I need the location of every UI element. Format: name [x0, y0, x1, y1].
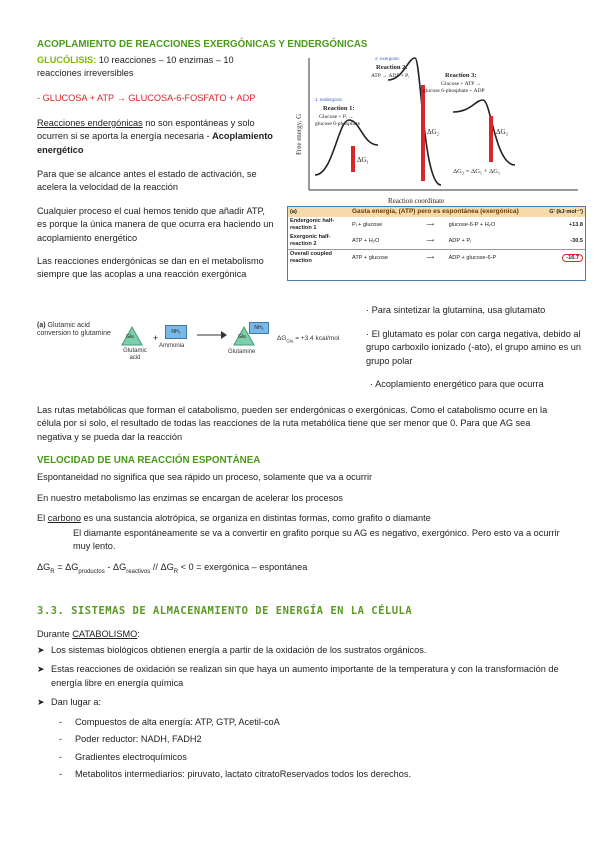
- formula-d: // ΔG: [150, 562, 174, 572]
- gibbs-table-grid: [288, 207, 585, 266]
- dash-bullet-icon: -: [59, 769, 63, 780]
- endergonic-bold: Acoplamiento energético: [37, 131, 273, 155]
- reaction1-curve: [315, 120, 378, 175]
- glucolisis-label: GLUCÓLISIS:: [37, 55, 97, 65]
- reaction3-title: Reaction 3:: [445, 72, 477, 79]
- reaction1-line1: Glucose + Pᵢ →: [319, 114, 354, 120]
- row-arrow: ⟶: [424, 250, 446, 266]
- row-value-circled: [542, 250, 585, 266]
- endergonic-term: Reacciones endergónicas: [37, 118, 143, 128]
- row-right: ADP + Pᵢ: [448, 237, 471, 244]
- sub-bullet-text: Metabolitos intermediarios: piruvato, lactato citratoReservados todos los derechos.: [75, 769, 412, 780]
- sub-bullet-text: Poder reductor: NADH, FADH2: [75, 734, 202, 745]
- paragraph-coupling: Las reacciones endergónicas se dan en el metabolismo siempre que las acoplas a una reacción exergónica: [37, 256, 264, 280]
- durante-line: [37, 628, 140, 641]
- list-item: [37, 716, 577, 729]
- bullet-text: Los sistemas biológicos obtienen energía a partir de la oxidación de los sustratos orgánicos.: [51, 645, 427, 655]
- durante-post: :: [137, 629, 140, 639]
- tag-exergonic: 2. exergonic: [375, 56, 400, 61]
- formula-c: - ΔG: [104, 562, 127, 572]
- paragraph-activation: Para que se alcance antes el estado de activación, se acelera la velocidad de la reacción: [37, 169, 257, 193]
- list-item: [37, 663, 577, 690]
- right-note-1: · Para sintetizar la glutamina, usa glutamato: [366, 305, 546, 315]
- glutamine-caption: [37, 322, 117, 339]
- carbono-line: [37, 512, 557, 525]
- x-axis-label: Reaction coordinate: [388, 197, 445, 205]
- sub-bullet-text: Compuestos de alta energía: ATP, GTP, Acetil-coA: [75, 717, 280, 727]
- arrow-bullet-icon: ➤: [37, 697, 45, 708]
- bullet-text: Dan lugar a:: [51, 697, 102, 708]
- list-item: [37, 696, 577, 709]
- diamante-paragraph: El diamante espontáneamente se va a convertir en grafito porque su AG es negativo, exergónico. Pero esto va a ocurrir muy lento.: [73, 528, 560, 552]
- arrow-bullet-icon: ➤: [37, 664, 45, 675]
- paragraph-atp: Cualquier proceso el cual hemos tenido que añadir ATP, es porque la única manera de que ocurra era haciendo un acoplamiento energético: [37, 206, 274, 243]
- table-row: [288, 233, 585, 249]
- reaction3-line1: Glucose + ATP →: [441, 81, 482, 87]
- gibbs-formula: [37, 561, 307, 577]
- glutamine-figure: [37, 322, 367, 374]
- dg2-arrow: [421, 85, 425, 181]
- energy-diagram-svg: [293, 50, 585, 208]
- velocidad-title: VELOCIDAD DE UNA REACCIÓN ESPONTÁNEA: [37, 455, 261, 466]
- endergonic-text: no son espontáneas y solo ocurren si se aporta la energía necesaria -: [37, 118, 255, 142]
- durante-term: CATABOLISMO: [72, 629, 138, 639]
- formula-a: ΔG: [37, 562, 51, 572]
- glutamine-nh3-box: NH₃: [249, 322, 269, 334]
- carbono-term: carbono: [47, 513, 81, 523]
- right-note-2: · El glutamato es polar con carga negativa, debido al grupo carboxilo ionizado (-ato), el grupo amino es un grupo polar: [366, 329, 582, 366]
- carbono-pre: El: [37, 513, 48, 523]
- nh3-box: NH₃: [165, 325, 187, 339]
- glutamine-label: Glutamine: [228, 349, 256, 355]
- row-value: +13.8: [568, 221, 583, 228]
- dg-symbol: ΔG: [277, 335, 287, 342]
- glutamine-caption-text: Glutamic acid conversion to glutamine: [37, 322, 111, 338]
- dg3-label: ΔG₃: [496, 128, 508, 136]
- dg-sum-label: ΔG₃ = ΔG₁ + ΔG₂: [453, 168, 501, 175]
- list-item: [37, 768, 577, 781]
- formula-e: < 0 = exergónica – espontánea: [178, 562, 308, 572]
- glucolisis-text: 10 reacciones – 10 enzimas – 10 reacciones irreversibles: [37, 55, 234, 79]
- reaction2-line1: ATP → ADP + Pᵢ: [371, 73, 410, 79]
- row-right: ADP + glucose-6-P: [447, 250, 543, 266]
- velocidad-line-1: Espontaneidad no significa que sea rápido un proceso, solamente que va a ocurrir: [37, 472, 373, 482]
- circled-value: -16.7: [562, 254, 583, 262]
- row-left: Pᵢ + glucose: [352, 221, 383, 228]
- glutamine-dg: [277, 334, 339, 345]
- list-item: [37, 733, 577, 746]
- formula-a-sub: R: [50, 568, 55, 575]
- page-title: ACOPLAMIENTO DE REACCIONES EXERGÓNICAS Y ENDERGÓNICAS: [37, 39, 368, 50]
- velocidad-line-2: En nuestro metabolismo las enzimas se encargan de acelerar los procesos: [37, 493, 343, 503]
- row-right: glucose-6-P + H₂O: [448, 221, 496, 228]
- reaction1-title: Reaction 1:: [323, 105, 355, 112]
- reaction-line: - GLUCOSA + ATP → GLUCOSA-6-FOSFATO + ADP: [37, 93, 256, 103]
- glucolisis-line: [37, 54, 277, 81]
- right-note-3: · Acoplamiento energético para que ocurra: [370, 379, 544, 389]
- reaction-arrow-icon: [197, 330, 227, 340]
- table-row: [288, 250, 585, 266]
- glutamine-glu-label: Glu: [238, 334, 246, 340]
- sub-bullet-text: Gradientes electroquímicos: [75, 751, 187, 762]
- ammonia-label: Ammonia: [159, 343, 185, 349]
- bullet-list: [37, 644, 577, 715]
- tag-endergonic: 1. endergonic: [315, 97, 343, 102]
- glutamine-tag: (a): [37, 322, 46, 329]
- reaction2-title: Reaction 2:: [376, 64, 408, 71]
- formula-b-sub: productos: [78, 568, 105, 575]
- glutamic-acid-label: Glutamic acid: [123, 348, 147, 361]
- dg-value: = +3.4 kcal/mol: [293, 335, 340, 342]
- row-arrow: ⟶: [426, 221, 435, 228]
- sub-bullet-list: [37, 716, 577, 785]
- row-label: Exergonic half-reaction 2: [290, 234, 331, 248]
- rutas-paragraph: Las rutas metabólicas que forman el catabolismo, pueden ser endergónicas o exergónicas. Como el catabolismo ocurre en la célula por sí solo, el resultado de todas las reacciones de la ruta metabólica tiene que ser menor que 0. Para que AG sea negativa y se pueda dar la reacción: [37, 405, 548, 442]
- row-arrow: ⟶: [426, 237, 435, 244]
- dg2-label: ΔG₂: [427, 128, 439, 136]
- dash-bullet-icon: -: [59, 734, 63, 745]
- bullet-text: Estas reacciones de oxidación se realizan sin que haya un aumento importante de la temperatura y con la transformación de energía libre en energía química: [51, 664, 559, 688]
- formula-c-sub: reactivos: [126, 568, 151, 575]
- arrow-bullet-icon: ➤: [37, 645, 45, 655]
- list-item: [37, 644, 577, 657]
- list-item: [37, 751, 577, 764]
- durante-pre: Durante: [37, 629, 73, 639]
- glu-icon-label: Glu: [126, 334, 134, 340]
- table-row: [288, 217, 585, 233]
- carbono-text: es una sustancia alotrópica, se organiza en distintas formas, como grafito o diamante: [80, 513, 431, 523]
- endergonic-paragraph: [37, 117, 287, 157]
- section-title: 3.3. SISTEMAS DE ALMACENAMIENTO DE ENERGÍA EN LA CÉLULA: [37, 605, 413, 617]
- reaction1-line2: glucose 6-phosphate: [315, 121, 361, 127]
- row-left: ATP + H₂O: [352, 237, 380, 244]
- gibbs-table: [287, 206, 586, 281]
- table-header-text: Gasta energía, (ATP) pero es espontánea (exergónica): [350, 207, 542, 217]
- y-axis-label: Free energy, G: [295, 113, 303, 155]
- dg1-arrow: [351, 146, 355, 172]
- row-value: -30.5: [570, 237, 583, 244]
- row-left: ATP + glucose: [350, 250, 424, 266]
- formula-b: = ΔG: [54, 562, 79, 572]
- reaction3-line2: glucose 6-phosphate + ADP: [423, 88, 485, 94]
- energy-diagram: [293, 50, 585, 208]
- dash-bullet-icon: -: [59, 751, 63, 762]
- gibbs-table-header: [288, 207, 585, 217]
- formula-d-sub: R: [173, 568, 179, 575]
- dash-bullet-icon: -: [59, 717, 63, 727]
- dg1-label: ΔG₁: [357, 156, 369, 164]
- plus-sign: +: [153, 333, 159, 343]
- table-tag: (a): [288, 207, 350, 217]
- row-label: Endergonic half-reaction 1: [290, 218, 335, 232]
- dg-subscript: Glu: [286, 338, 294, 344]
- dg3-arrow: [489, 116, 493, 162]
- row-label: Overall coupled reaction: [288, 250, 350, 266]
- table-unit: G' (kJ·mol⁻¹): [542, 207, 585, 217]
